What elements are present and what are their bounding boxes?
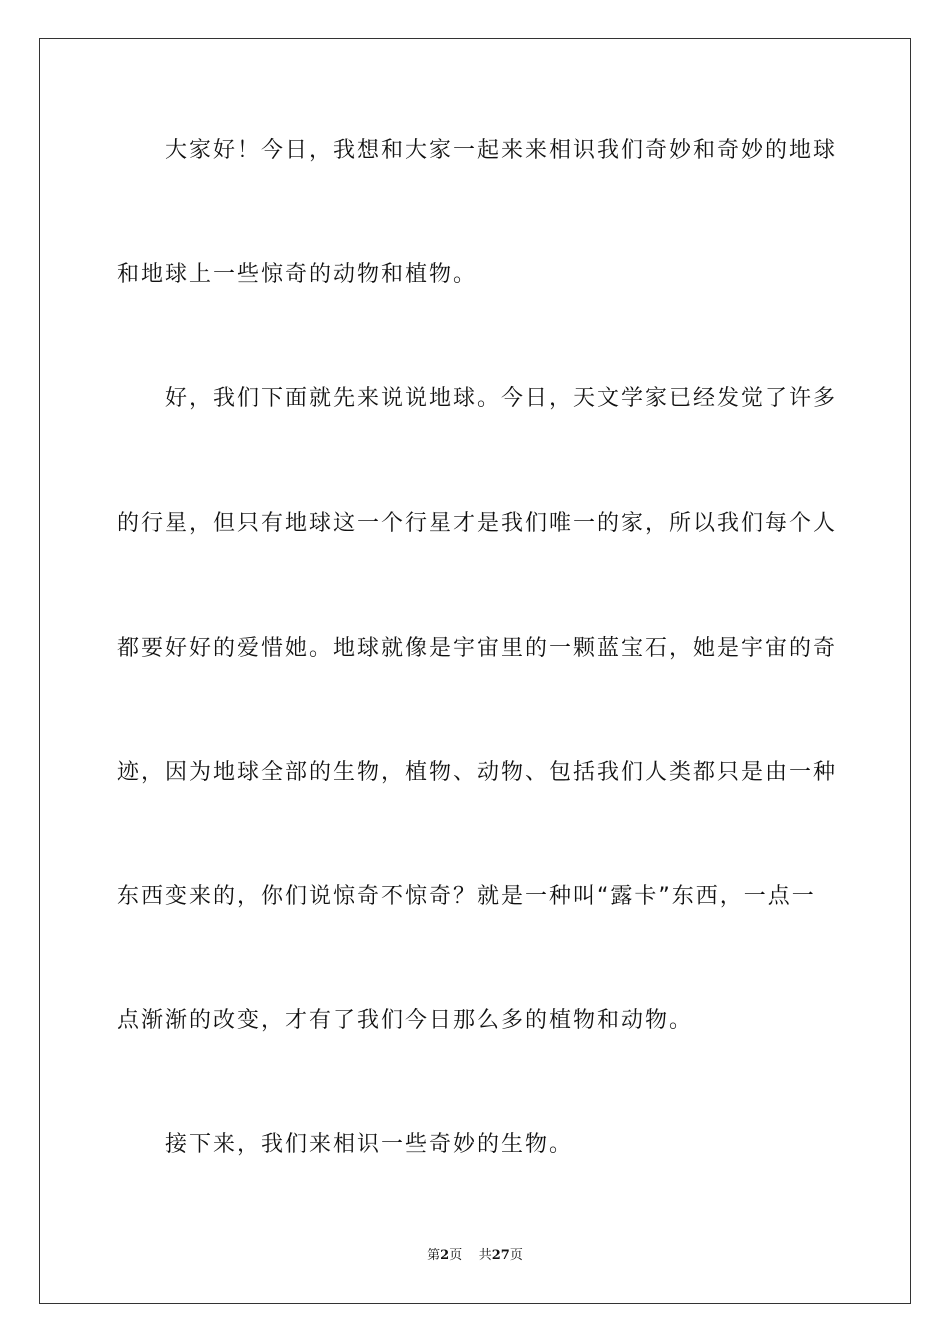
text-line-9: 接下来，我们来相识一些奇妙的生物。 <box>117 1132 574 1157</box>
text-line-2: 和地球上一些惊奇的动物和植物。 <box>117 262 478 287</box>
page-border <box>39 38 911 1304</box>
text-line-8: 点渐渐的改变，才有了我们今日那么多的植物和动物。 <box>117 1008 694 1033</box>
text-line-5: 都要好好的爱惜她。地球就像是宇宙里的一颗蓝宝石，她是宇宙的奇 <box>117 636 838 661</box>
current-page-number: 2 <box>440 1248 450 1263</box>
footer-page-suffix: 页 <box>449 1248 463 1263</box>
text-line-3: 好，我们下面就先来说说地球。今日，天文学家已经发觉了许多 <box>117 386 838 411</box>
page-footer <box>0 1248 950 1264</box>
footer-total-suffix: 页 <box>509 1248 523 1263</box>
footer-prefix: 第 <box>427 1248 441 1263</box>
text-line-7: 东西变来的，你们说惊奇不惊奇？就是一种叫“露卡”东西，一点一 <box>117 884 816 909</box>
text-line-6: 迹，因为地球全部的生物，植物、动物、包括我们人类都只是由一种 <box>117 760 838 785</box>
text-line-4: 的行星，但只有地球这一个行星才是我们唯一的家，所以我们每个人 <box>117 511 838 536</box>
text-line-1: 大家好！今日，我想和大家一起来来相识我们奇妙和奇妙的地球 <box>117 138 838 163</box>
total-pages-number: 27 <box>491 1248 510 1263</box>
footer-total-prefix: 共 <box>478 1248 492 1263</box>
